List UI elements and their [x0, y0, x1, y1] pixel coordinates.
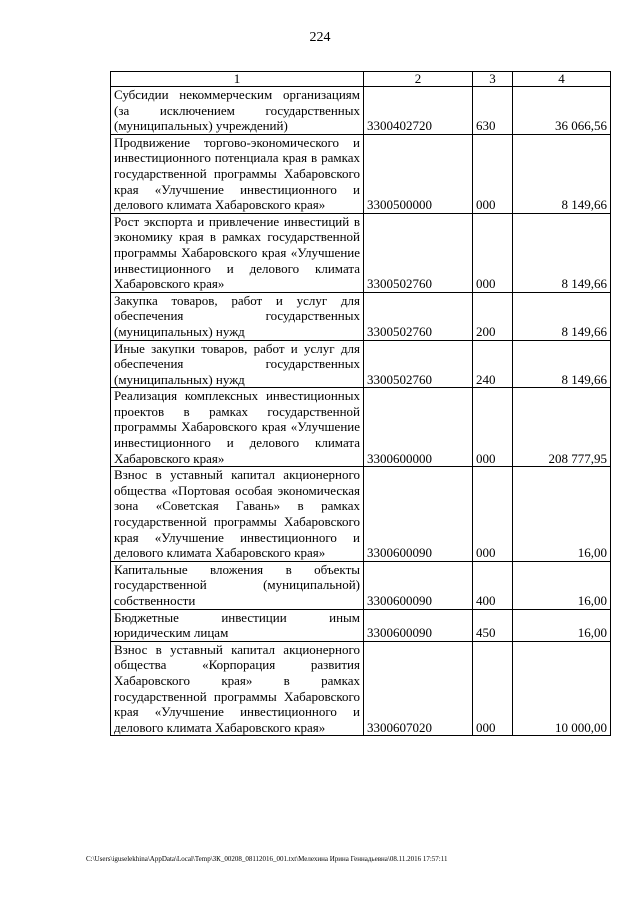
- row-amount: 16,00: [513, 467, 611, 562]
- file-path-footer: C:\Users\iguselekhina\AppData\Local\Temp\ЗК_00208_08112016_001.txt\Мелехина Ирина Геннадьевна\08.11.2016 17:57:11: [86, 855, 448, 863]
- row-amount: 16,00: [513, 561, 611, 609]
- row-amount: 208 777,95: [513, 388, 611, 467]
- row-name: Взнос в уставный капитал акционерного общества «Корпорация развития Хабаровского края» в рамках государственной программы Хабаровского края «Улучшение инвестиционного и делового климата Хабаровского края»: [111, 641, 364, 736]
- row-code: 3300402720: [364, 87, 473, 135]
- row-code: 3300502760: [364, 213, 473, 292]
- row-type: 630: [473, 87, 513, 135]
- row-amount: 8 149,66: [513, 292, 611, 340]
- row-amount: 8 149,66: [513, 134, 611, 213]
- row-type: 450: [473, 609, 513, 641]
- table-row: [111, 388, 611, 467]
- table-row: [111, 641, 611, 736]
- row-type: 400: [473, 561, 513, 609]
- row-amount: 36 066,56: [513, 87, 611, 135]
- row-name: Рост экспорта и привлечение инвестиций в экономику края в рамках государственной программы Хабаровского края «Улучшение инвестиционного и делового климата Хабаровского края»: [111, 213, 364, 292]
- row-type: 240: [473, 340, 513, 388]
- page-number: 224: [309, 30, 331, 45]
- table-header-row: [111, 72, 611, 87]
- row-name: Закупка товаров, работ и услуг для обеспечения государственных (муниципальных) нужд: [111, 292, 364, 340]
- table-row: [111, 467, 611, 562]
- row-code: 3300500000: [364, 134, 473, 213]
- table-row: [111, 609, 611, 641]
- row-type: 200: [473, 292, 513, 340]
- row-amount: 16,00: [513, 609, 611, 641]
- table-row: [111, 213, 611, 292]
- row-code: 3300600090: [364, 561, 473, 609]
- row-code: 3300600090: [364, 467, 473, 562]
- table-row: [111, 561, 611, 609]
- row-type: 000: [473, 388, 513, 467]
- table-row: [111, 340, 611, 388]
- row-amount: 8 149,66: [513, 213, 611, 292]
- header-col-3: 3: [473, 72, 513, 87]
- row-type: 000: [473, 467, 513, 562]
- row-type: 000: [473, 213, 513, 292]
- budget-table: [110, 71, 611, 736]
- row-amount: 8 149,66: [513, 340, 611, 388]
- table-row: [111, 134, 611, 213]
- row-name: Реализация комплексных инвестиционных проектов в рамках государственной программы Хабаровского края «Улучшение инвестиционного и делового климата Хабаровского края»: [111, 388, 364, 467]
- header-col-1: 1: [111, 72, 364, 87]
- row-name: Продвижение торгово-экономического и инвестиционного потенциала края в рамках государственной программы Хабаровского края «Улучшение инвестиционного и делового климата Хабаровского края»: [111, 134, 364, 213]
- row-name: Бюджетные инвестиции иным юридическим лицам: [111, 609, 364, 641]
- row-type: 000: [473, 641, 513, 736]
- row-amount: 10 000,00: [513, 641, 611, 736]
- row-code: 3300600000: [364, 388, 473, 467]
- row-name: Иные закупки товаров, работ и услуг для обеспечения государственных (муниципальных) нужд: [111, 340, 364, 388]
- row-code: 3300607020: [364, 641, 473, 736]
- header-col-4: 4: [513, 72, 611, 87]
- header-col-2: 2: [364, 72, 473, 87]
- row-name: Субсидии некоммерческим организациям (за исключением государственных (муниципальных) учреждений): [111, 87, 364, 135]
- table-row: [111, 292, 611, 340]
- row-name: Взнос в уставный капитал акционерного общества «Портовая особая экономическая зона «Советская Гавань» в рамках государственной программы Хабаровского края «Улучшение инвестиционного и делового климата Хабаровского края»: [111, 467, 364, 562]
- row-name: Капитальные вложения в объекты государственной (муниципальной) собственности: [111, 561, 364, 609]
- row-code: 3300600090: [364, 609, 473, 641]
- row-type: 000: [473, 134, 513, 213]
- row-code: 3300502760: [364, 340, 473, 388]
- row-code: 3300502760: [364, 292, 473, 340]
- table-row: [111, 87, 611, 135]
